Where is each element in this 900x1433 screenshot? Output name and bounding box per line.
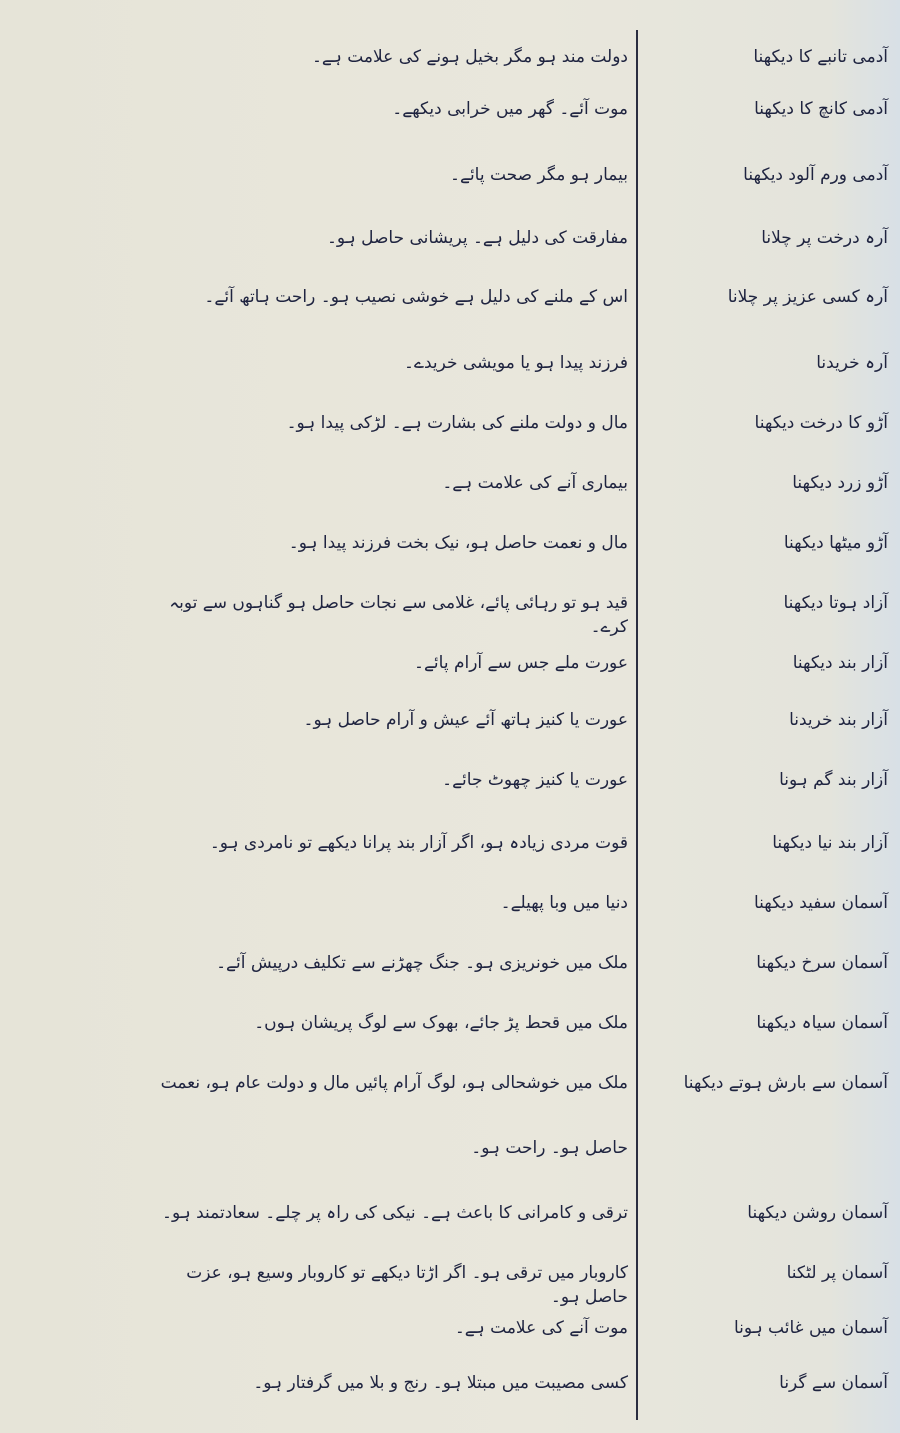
dream-meaning: قوت مردی زیادہ ہو، اگر آزار بند پرانا دیکھے تو نامردی ہو۔ bbox=[209, 833, 628, 853]
dream-term: آسمان سفید دیکھنا bbox=[754, 893, 888, 913]
dream-meaning: کسی مصیبت میں مبتلا ہو۔ رنج و بلا میں گرفتار ہو۔ bbox=[253, 1373, 628, 1393]
dream-term: آزار بند دیکھنا bbox=[792, 653, 888, 673]
dream-term: آسمان پر لٹکنا bbox=[786, 1263, 888, 1283]
dream-term: آزار بند خریدنا bbox=[789, 710, 888, 730]
dream-meaning: ترقی و کامرانی کا باعث ہے۔ نیکی کی راہ پر چلے۔ سعادتمند ہو۔ bbox=[161, 1203, 628, 1223]
dream-meaning: قید ہو تو رہائی پائے، غلامی سے نجات حاصل ہو گناہوں سے توبہ کرے۔ bbox=[169, 593, 628, 637]
dream-meaning: دنیا میں وبا پھیلے۔ bbox=[500, 893, 628, 913]
dream-term: آسمان سے بارش ہوتے دیکھنا bbox=[683, 1073, 888, 1093]
dream-meaning: مال و دولت ملنے کی بشارت ہے۔ لڑکی پیدا ہو۔ bbox=[286, 413, 628, 433]
dream-meaning: عورت یا کنیز چھوٹ جائے۔ bbox=[442, 770, 628, 790]
dream-meaning: مال و نعمت حاصل ہو، نیک بخت فرزند پیدا ہو۔ bbox=[288, 533, 628, 553]
dream-meaning: بیماری آنے کی علامت ہے۔ bbox=[442, 473, 628, 493]
dream-term: آزار بند گم ہونا bbox=[779, 770, 888, 790]
dream-term: آڑو کا درخت دیکھنا bbox=[754, 413, 888, 433]
dream-meaning: فرزند پیدا ہو یا مویشی خریدے۔ bbox=[404, 353, 628, 373]
dream-meaning: کاروبار میں ترقی ہو۔ اگر اڑتا دیکھے تو کاروبار وسیع ہو، عزت حاصل ہو۔ bbox=[186, 1263, 628, 1307]
dream-meaning: عورت یا کنیز ہاتھ آئے عیش و آرام حاصل ہو۔ bbox=[303, 710, 628, 730]
dream-meaning: ملک میں خوشحالی ہو، لوگ آرام پائیں مال و دولت عام ہو، نعمت bbox=[160, 1073, 628, 1093]
dream-meaning: موت آنے کی علامت ہے۔ bbox=[454, 1318, 628, 1338]
column-divider bbox=[636, 30, 638, 1420]
dream-term: آدمی کانچ کا دیکھنا bbox=[754, 99, 888, 119]
dream-meaning: حاصل ہو۔ راحت ہو۔ bbox=[471, 1138, 628, 1158]
dream-term: آدمی تانبے کا دیکھنا bbox=[753, 47, 888, 67]
dream-meaning: موت آئے۔ گھر میں خرابی دیکھے۔ bbox=[392, 99, 628, 119]
dream-term: آسمان روشن دیکھنا bbox=[747, 1203, 888, 1223]
dream-term: آڑو زرد دیکھنا bbox=[792, 473, 888, 493]
dream-term: آدمی ورم آلود دیکھنا bbox=[743, 165, 888, 185]
dream-meaning: ملک میں قحط پڑ جائے، بھوک سے لوگ پریشان ہوں۔ bbox=[254, 1013, 628, 1033]
dream-meaning: دولت مند ہو مگر بخیل ہونے کی علامت ہے۔ bbox=[311, 47, 628, 67]
dream-term: آسمان میں غائب ہونا bbox=[734, 1318, 888, 1338]
dream-term: آڑو میٹھا دیکھنا bbox=[783, 533, 888, 553]
dream-term: آزاد ہوتا دیکھنا bbox=[783, 593, 888, 613]
dream-meaning: بیمار ہو مگر صحت پائے۔ bbox=[450, 165, 628, 185]
dream-term: آسمان سرخ دیکھنا bbox=[756, 953, 888, 973]
dream-term: آزار بند نیا دیکھنا bbox=[772, 833, 888, 853]
dream-term: آسمان سیاہ دیکھنا bbox=[756, 1013, 888, 1033]
dream-term: آرہ کسی عزیز پر چلانا bbox=[727, 287, 888, 307]
dream-meaning: ملک میں خونریزی ہو۔ جنگ چھڑنے سے تکلیف درپیش آئے۔ bbox=[216, 953, 628, 973]
dream-term: آرہ درخت پر چلانا bbox=[761, 228, 888, 248]
dream-term: آسمان سے گرنا bbox=[779, 1373, 888, 1393]
dream-meaning: مفارقت کی دلیل ہے۔ پریشانی حاصل ہو۔ bbox=[326, 228, 628, 248]
dream-meaning: عورت ملے جس سے آرام پائے۔ bbox=[414, 653, 628, 673]
dream-term: آرہ خریدنا bbox=[816, 353, 888, 373]
dream-meaning: اس کے ملنے کی دلیل ہے خوشی نصیب ہو۔ راحت ہاتھ آئے۔ bbox=[204, 287, 628, 307]
